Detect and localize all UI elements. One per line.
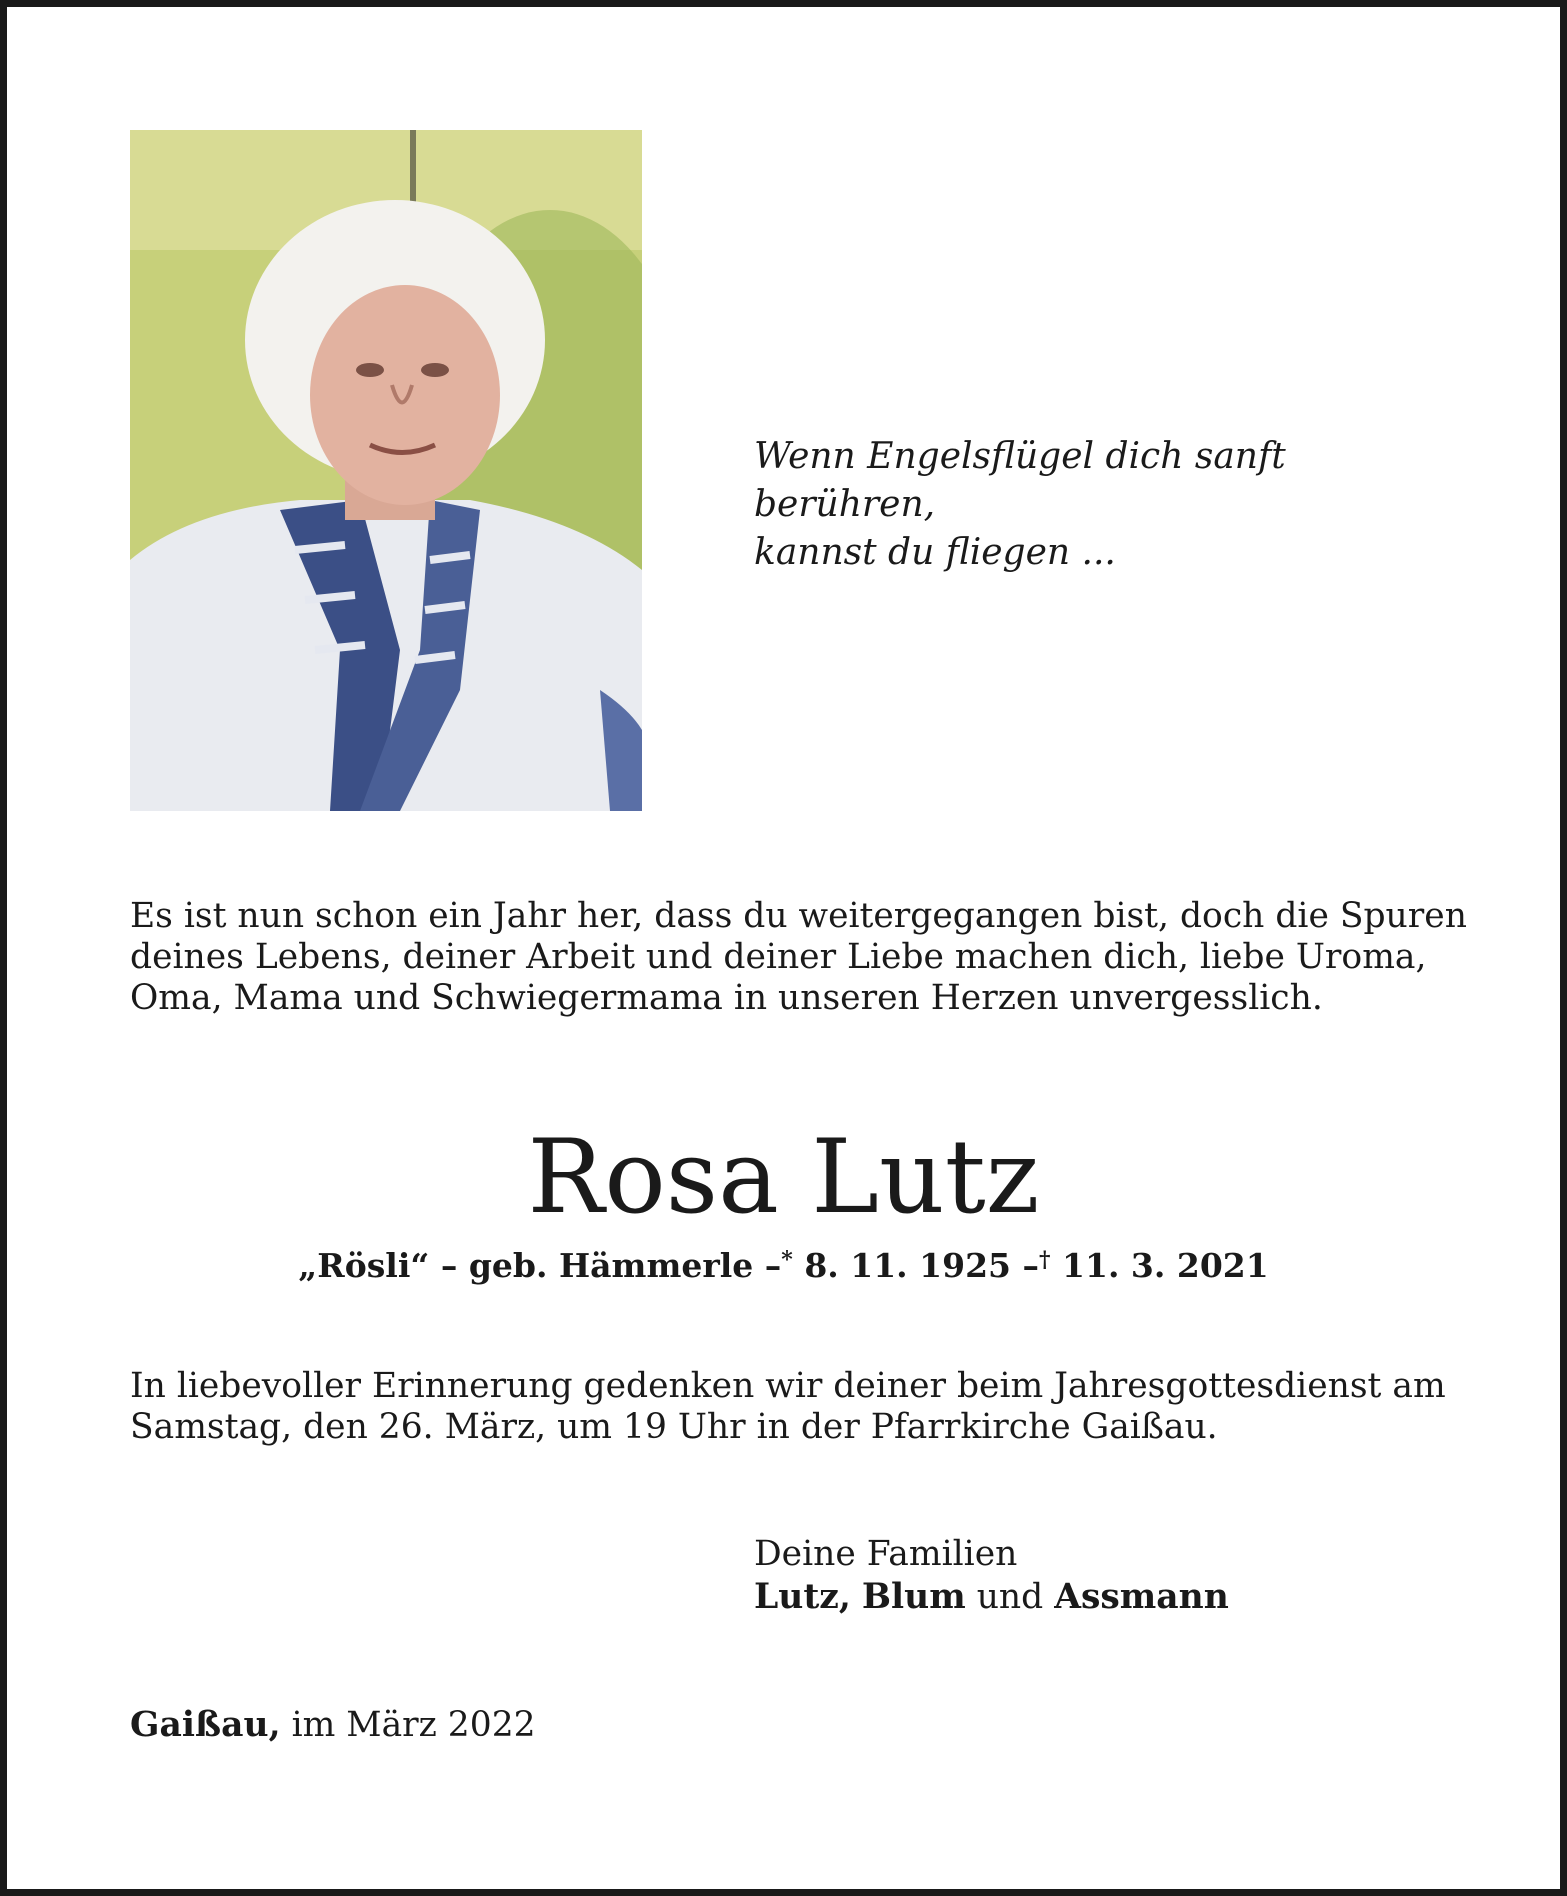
place-name: Gaißau, — [130, 1705, 281, 1745]
deceased-name: Rosa Lutz — [527, 1118, 1040, 1237]
birth-name: geb. Hämmerle — [468, 1246, 754, 1285]
family-names — [754, 1576, 1454, 1619]
family-conjunction: und — [976, 1577, 1044, 1617]
intro-paragraph — [130, 896, 1467, 1019]
nickname: „Rösli“ — [298, 1246, 430, 1285]
quote-line: kannst du fliegen ... — [754, 532, 1116, 573]
family-name-assmann: Assmann — [1054, 1577, 1229, 1617]
place-and-date — [130, 1703, 830, 1747]
date-text: im März 2022 — [291, 1705, 536, 1745]
face — [310, 285, 500, 505]
service-paragraph — [130, 1366, 1450, 1448]
family-signature — [754, 1533, 1454, 1619]
family-name-lutz: Lutz, — [754, 1577, 851, 1617]
separator: – — [440, 1246, 458, 1285]
intro-line: Oma, Mama und Schwiegermama in unseren Herzen unvergesslich. — [130, 978, 1323, 1018]
right-eye — [421, 363, 449, 377]
portrait-photo — [130, 130, 642, 811]
separator: – — [764, 1246, 782, 1285]
quote-line: Wenn Engelsflügel dich sanft berühren, — [754, 436, 1286, 525]
family-name-blum: Blum — [861, 1577, 966, 1617]
service-line: In liebevoller Erinnerung gedenken wir deiner beim Jahresgottesdienst am — [130, 1366, 1446, 1406]
born-symbol: * — [781, 1247, 793, 1273]
intro-line: deines Lebens, deiner Arbeit und deiner Liebe machen dich, liebe Uroma, — [130, 937, 1427, 977]
left-eye — [356, 363, 384, 377]
life-dates-line — [0, 1237, 1567, 1289]
died-symbol: † — [1039, 1247, 1051, 1273]
birth-date: 8. 11. 1925 — [804, 1246, 1011, 1285]
portrait-illustration — [130, 130, 642, 811]
intro-line: Es ist nun schon ein Jahr her, dass du weitergegangen bist, doch die Spuren — [130, 896, 1467, 936]
service-line: Samstag, den 26. März, um 19 Uhr in der Pfarrkirche Gaißau. — [130, 1407, 1218, 1447]
family-intro: Deine Familien — [754, 1534, 1018, 1574]
separator: – — [1022, 1246, 1039, 1285]
death-date: 11. 3. 2021 — [1062, 1246, 1269, 1285]
epigraph-quote — [754, 433, 1454, 577]
